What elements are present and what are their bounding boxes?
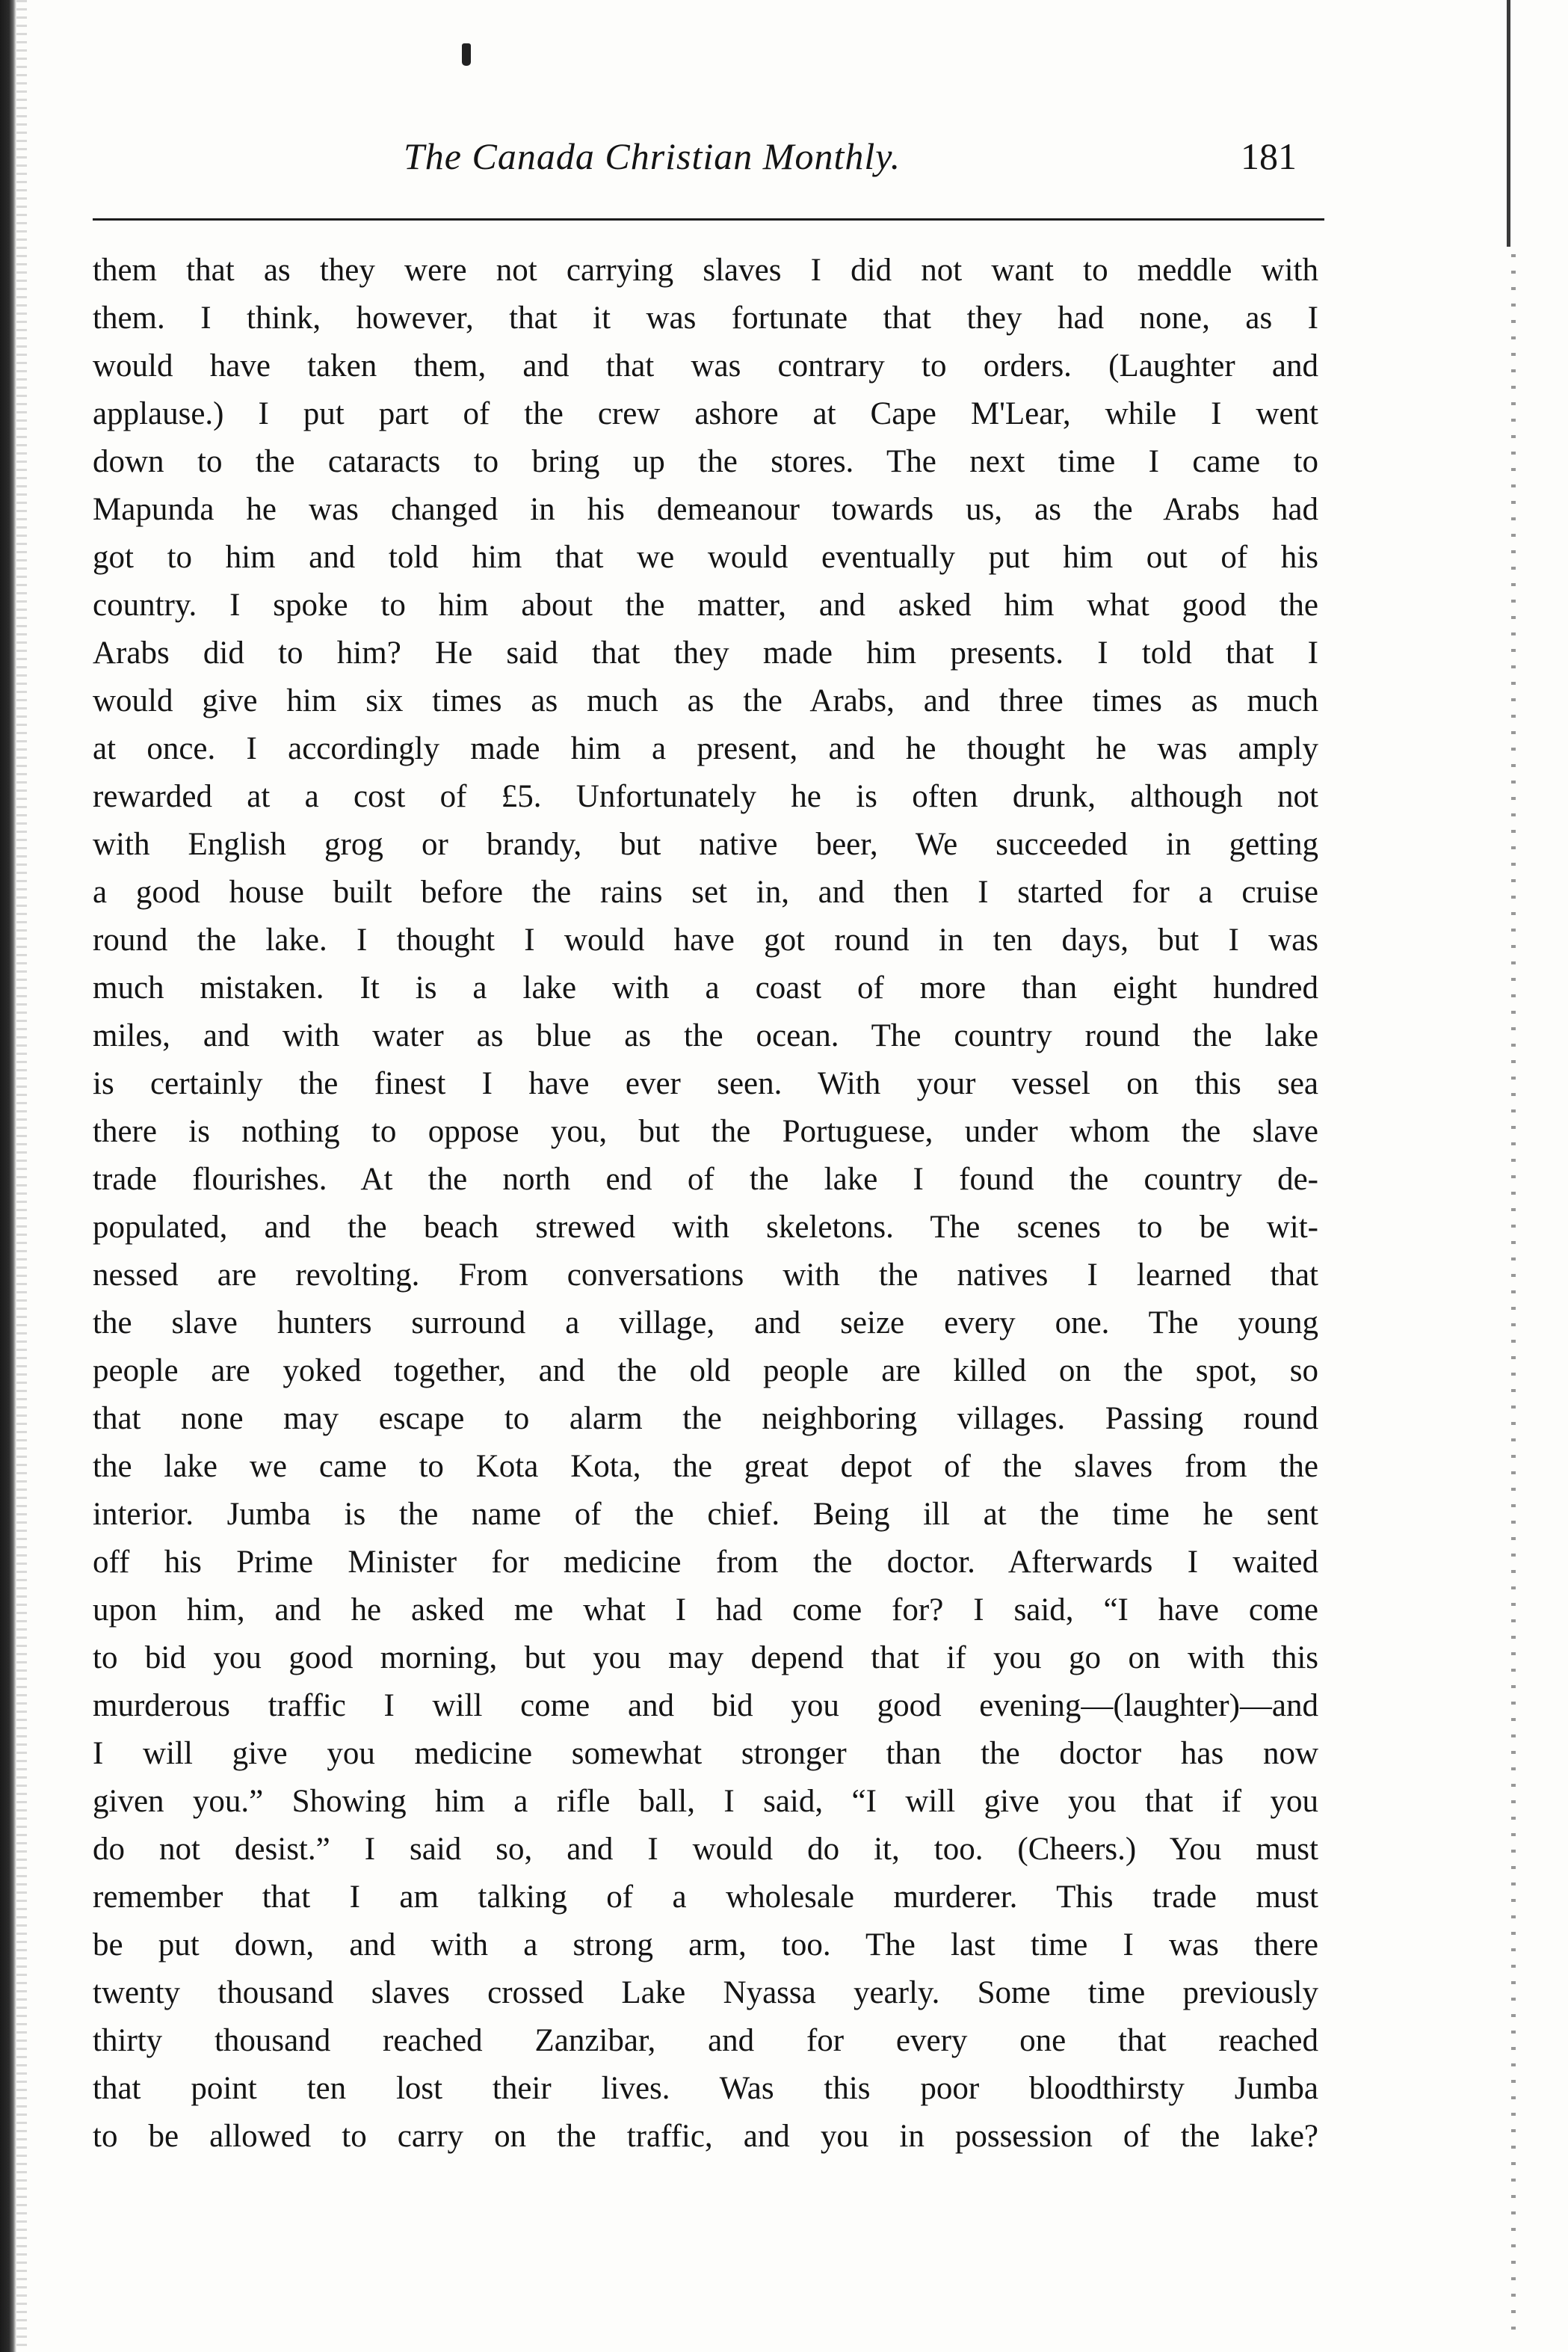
text-line: there is nothing to oppose you, but the Portuguese, under whom the slave <box>93 1114 1318 1149</box>
text-line: them. I think, however, that it was fortunate that they had none, as I <box>93 301 1318 336</box>
header-rule <box>93 218 1324 221</box>
text-line: at once. I accordingly made him a present, and he thought he was amply <box>93 731 1318 766</box>
text-line: the lake we came to Kota Kota, the great depot of the slaves from the <box>93 1449 1318 1484</box>
text-line: to bid you good morning, but you may depend that if you go on with this <box>93 1640 1318 1675</box>
text-line: round the lake. I thought I would have got round in ten days, but I was <box>93 923 1318 958</box>
text-line: nessed are revolting. From conversations with the natives I learned that <box>93 1257 1318 1293</box>
text-line: given you.” Showing him a rifle ball, I said, “I will give you that if you <box>93 1784 1318 1819</box>
text-line: off his Prime Minister for medicine from the doctor. Afterwards I waited <box>93 1545 1318 1580</box>
text-line: rewarded at a cost of £5. Unfortunately he is often drunk, although not <box>93 779 1318 814</box>
body-text <box>93 247 1318 2161</box>
text-line: Arabs did to him? He said that they made him presents. I told that I <box>93 635 1318 671</box>
running-title: The Canada Christian Monthly. <box>404 135 901 177</box>
text-line: do not desist.” I said so, and I would do it, too. (Cheers.) You must <box>93 1832 1318 1867</box>
text-line: them that as they were not carrying slaves I did not want to meddle with <box>93 253 1318 288</box>
text-line: twenty thousand slaves crossed Lake Nyassa yearly. Some time previously <box>93 1975 1318 2010</box>
text-line: Mapunda he was changed in his demeanour towards us, as the Arabs had <box>93 492 1318 527</box>
right-margin-speckle <box>1511 254 1516 2333</box>
text-line: country. I spoke to him about the matter, and asked him what good the <box>93 588 1318 623</box>
text-line: the slave hunters surround a village, and seize every one. The young <box>93 1305 1318 1340</box>
text-line: much mistaken. It is a lake with a coast of more than eight hundred <box>93 970 1318 1006</box>
text-line: would have taken them, and that was contrary to orders. (Laughter and <box>93 348 1318 384</box>
text-line: with English grog or brandy, but native beer, We succeeded in getting <box>93 827 1318 862</box>
right-margin-mark <box>1507 0 1510 247</box>
text-line: would give him six times as much as the Arabs, and three times as much <box>93 683 1318 718</box>
page-number: 181 <box>1241 135 1297 177</box>
text-line: thirty thousand reached Zanzibar, and for every one that reached <box>93 2023 1318 2058</box>
page-header <box>90 127 1323 194</box>
text-line: remember that I am talking of a wholesale murderer. This trade must <box>93 1880 1318 1915</box>
text-line: people are yoked together, and the old people are killed on the spot, so <box>93 1353 1318 1388</box>
text-line: I will give you medicine somewhat stronger than the doctor has now <box>93 1736 1318 1771</box>
text-line: to be allowed to carry on the traffic, and you in possession of the lake? <box>93 2119 1318 2154</box>
text-line: that none may escape to alarm the neighboring villages. Passing round <box>93 1401 1318 1436</box>
book-binding-edge <box>0 0 16 2352</box>
text-line: interior. Jumba is the name of the chief. Being ill at the time he sent <box>93 1497 1318 1532</box>
text-line: applause.) I put part of the crew ashore at Cape M'Lear, while I went <box>93 396 1318 431</box>
text-line: trade flourishes. At the north end of the lake I found the country de- <box>93 1162 1318 1197</box>
text-line: down to the cataracts to bring up the stores. The next time I came to <box>93 444 1318 479</box>
text-line: populated, and the beach strewed with skeletons. The scenes to be wit- <box>93 1210 1318 1245</box>
text-line: upon him, and he asked me what I had come for? I said, “I have come <box>93 1592 1318 1628</box>
text-line: got to him and told him that we would eventually put him out of his <box>93 540 1318 575</box>
text-line: a good house built before the rains set in, and then I started for a cruise <box>93 875 1318 910</box>
text-line: murderous traffic I will come and bid you good evening—(laughter)—and <box>93 1688 1318 1723</box>
text-line: is certainly the finest I have ever seen. With your vessel on this sea <box>93 1066 1318 1101</box>
binding-shadow <box>16 0 27 2352</box>
top-ink-mark <box>462 43 471 66</box>
text-line: miles, and with water as blue as the ocean. The country round the lake <box>93 1018 1318 1053</box>
text-line: that point ten lost their lives. Was this poor bloodthirsty Jumba <box>93 2071 1318 2106</box>
text-line: be put down, and with a strong arm, too. The last time I was there <box>93 1927 1318 1962</box>
